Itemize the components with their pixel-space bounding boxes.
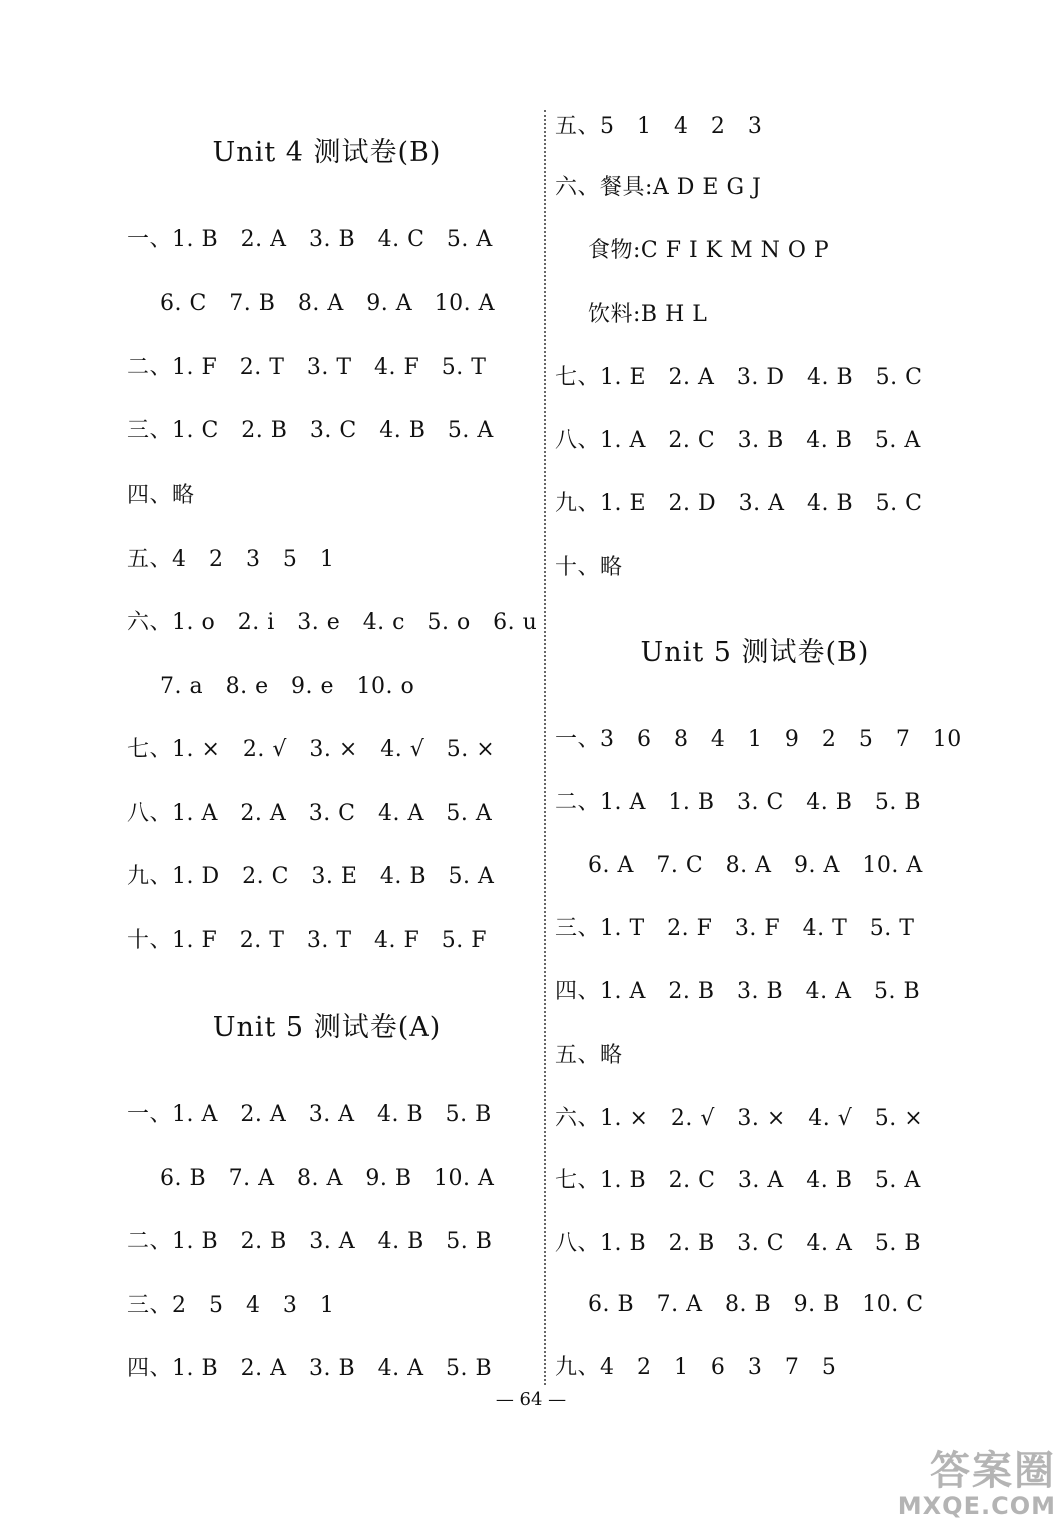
right-section-heading: Unit 5 测试卷(B) <box>640 637 870 668</box>
right-answer-line: 五、略 <box>555 1043 623 1068</box>
left-answer-line: 四、略 <box>127 483 195 508</box>
page-number: — 64 — <box>495 1389 567 1410</box>
right-answer-line: 六、餐具:A D E G J <box>555 175 762 200</box>
left-answer-line: 十、1. F 2. T 3. T 4. F 5. F <box>127 928 487 953</box>
right-answer-line: 七、1. B 2. C 3. A 4. B 5. A <box>555 1168 921 1193</box>
watermark-url: MXQE.COM <box>897 1492 1056 1520</box>
right-answer-line: 七、1. E 2. A 3. D 4. B 5. C <box>555 365 923 390</box>
left-answer-line: 二、1. F 2. T 3. T 4. F 5. T <box>127 355 487 380</box>
left-section-heading: Unit 4 测试卷(B) <box>212 137 442 168</box>
right-answer-line: 食物:C F I K M N O P <box>588 238 830 263</box>
right-answer-line: 八、1. B 2. B 3. C 4. A 5. B <box>555 1231 922 1256</box>
left-answer-line: 四、1. B 2. A 3. B 4. A 5. B <box>127 1356 493 1381</box>
left-answer-line: 八、1. A 2. A 3. C 4. A 5. A <box>127 801 493 826</box>
right-answer-line: 九、1. E 2. D 3. A 4. B 5. C <box>555 491 923 516</box>
left-answer-line: 五、4 2 3 5 1 <box>127 547 335 572</box>
right-answer-line: 八、1. A 2. C 3. B 4. B 5. A <box>555 428 921 453</box>
watermark-cn: 答案圈 <box>930 1448 1056 1494</box>
left-answer-line: 一、1. B 2. A 3. B 4. C 5. A <box>127 227 493 252</box>
left-section-heading: Unit 5 测试卷(A) <box>212 1012 442 1043</box>
left-answer-line: 7. a 8. e 9. e 10. o <box>160 674 415 699</box>
right-answer-line: 6. A 7. C 8. A 9. A 10. A <box>588 853 923 878</box>
left-answer-line: 七、1. × 2. √ 3. × 4. √ 5. × <box>127 737 496 762</box>
right-answer-line: 饮料:B H L <box>588 302 708 327</box>
right-answer-line: 二、1. A 1. B 3. C 4. B 5. B <box>555 790 922 815</box>
left-answer-line: 二、1. B 2. B 3. A 4. B 5. B <box>127 1229 493 1254</box>
column-divider <box>544 110 546 1385</box>
left-answer-line: 一、1. A 2. A 3. A 4. B 5. B <box>127 1102 492 1127</box>
right-answer-line: 一、3 6 8 4 1 9 2 5 7 10 <box>555 727 962 752</box>
left-answer-line: 6. C 7. B 8. A 9. A 10. A <box>160 291 495 316</box>
left-answer-line: 九、1. D 2. C 3. E 4. B 5. A <box>127 864 495 889</box>
right-answer-line: 五、5 1 4 2 3 <box>555 114 763 139</box>
right-answer-line: 四、1. A 2. B 3. B 4. A 5. B <box>555 979 921 1004</box>
right-answer-line: 6. B 7. A 8. B 9. B 10. C <box>588 1292 924 1317</box>
site-watermark-logo <box>898 1449 1056 1519</box>
right-answer-line: 九、4 2 1 6 3 7 5 <box>555 1355 837 1380</box>
right-answer-line: 三、1. T 2. F 3. F 4. T 5. T <box>555 916 915 941</box>
left-answer-line: 6. B 7. A 8. A 9. B 10. A <box>160 1166 495 1191</box>
left-answer-line: 三、2 5 4 3 1 <box>127 1293 335 1318</box>
right-answer-line: 十、略 <box>555 555 623 580</box>
left-answer-line: 三、1. C 2. B 3. C 4. B 5. A <box>127 418 494 443</box>
right-answer-line: 六、1. × 2. √ 3. × 4. √ 5. × <box>555 1106 924 1131</box>
left-answer-line: 六、1. o 2. i 3. e 4. c 5. o 6. u <box>127 610 538 635</box>
